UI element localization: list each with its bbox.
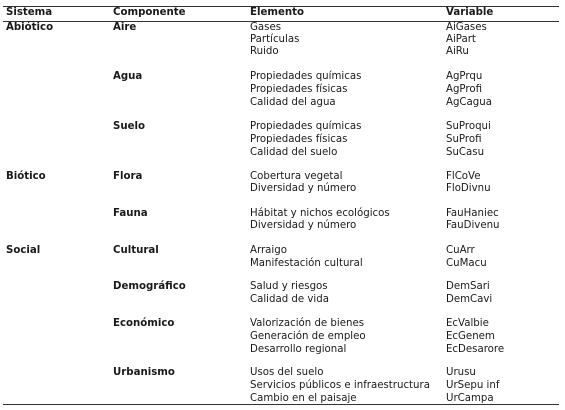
elemento-cell: Propiedades químicas xyxy=(250,121,362,132)
variable-cell: EcGenem xyxy=(446,331,495,342)
variable-cell: SuCasu xyxy=(446,147,485,158)
variable-cell: EcDesarore xyxy=(446,344,505,355)
elemento-cell: Desarrollo regional xyxy=(250,344,347,355)
variable-cell: UrSepu inf xyxy=(446,380,500,391)
elemento-cell: Calidad de vida xyxy=(250,294,329,305)
variable-cell: AiGases xyxy=(446,22,487,33)
variable-cell: CuArr xyxy=(446,245,475,256)
variable-cell: CuMacu xyxy=(446,258,487,269)
variable-cell: AiPart xyxy=(446,34,476,45)
elemento-cell: Hábitat y nichos ecológicos xyxy=(250,208,390,219)
component-aire: Aire xyxy=(113,22,137,33)
elemento-cell: Salud y riesgos xyxy=(250,281,328,292)
system-abiotico: Abiótico xyxy=(6,22,54,33)
header-elemento: Elemento xyxy=(250,7,305,18)
header-componente: Componente xyxy=(113,7,186,18)
variable-cell: FauHaniec xyxy=(446,208,499,219)
component-flora: Flora xyxy=(113,171,143,182)
component-suelo: Suelo xyxy=(113,121,145,132)
variable-cell: Urusu xyxy=(446,367,476,378)
elemento-cell: Manifestación cultural xyxy=(250,258,363,269)
elemento-cell: Cambio en el paisaje xyxy=(250,393,357,404)
system-social: Social xyxy=(6,245,41,256)
elemento-cell: Gases xyxy=(250,22,282,33)
variable-cell: FlCoVe xyxy=(446,171,481,182)
variable-cell: FloDivnu xyxy=(446,183,491,194)
elemento-cell: Ruido xyxy=(250,46,279,57)
component-cultural: Cultural xyxy=(113,245,159,256)
variable-cell: DemSari xyxy=(446,281,490,292)
elemento-cell: Propiedades químicas xyxy=(250,71,362,82)
elemento-cell: Valorización de bienes xyxy=(250,318,365,329)
variable-cell: UrCampa xyxy=(446,393,494,404)
elemento-cell: Diversidad y número xyxy=(250,183,357,194)
variable-cell: EcValbie xyxy=(446,318,489,329)
component-economico: Económico xyxy=(113,318,175,329)
elemento-cell: Servicios públicos e infraestructura xyxy=(250,380,430,391)
elemento-cell: Diversidad y número xyxy=(250,220,357,231)
elemento-cell: Arraigo xyxy=(250,245,287,256)
variable-cell: SuProfi xyxy=(446,134,482,145)
variable-cell: AgProfi xyxy=(446,84,483,95)
elemento-cell: Propiedades físicas xyxy=(250,84,348,95)
elemento-cell: Usos del suelo xyxy=(250,367,324,378)
elemento-cell: Calidad del agua xyxy=(250,97,336,108)
header-sistema: Sistema xyxy=(6,7,53,18)
elemento-cell: Partículas xyxy=(250,34,300,45)
variable-cell: SuProqui xyxy=(446,121,491,132)
variable-cell: AiRu xyxy=(446,46,469,57)
elemento-cell: Calidad del suelo xyxy=(250,147,338,158)
component-demografico: Demográfico xyxy=(113,281,186,292)
component-agua: Agua xyxy=(113,71,143,82)
component-urbanismo: Urbanismo xyxy=(113,367,175,378)
header-variable: Variable xyxy=(446,7,494,18)
elemento-cell: Propiedades físicas xyxy=(250,134,348,145)
variable-cell: FauDivenu xyxy=(446,220,500,231)
variable-cell: AgPrqu xyxy=(446,71,483,82)
component-fauna: Fauna xyxy=(113,208,148,219)
variable-cell: DemCavi xyxy=(446,294,493,305)
elemento-cell: Cobertura vegetal xyxy=(250,171,343,182)
variable-cell: AgCagua xyxy=(446,97,492,108)
system-biotico: Biótico xyxy=(6,171,46,182)
elemento-cell: Generación de empleo xyxy=(250,331,366,342)
